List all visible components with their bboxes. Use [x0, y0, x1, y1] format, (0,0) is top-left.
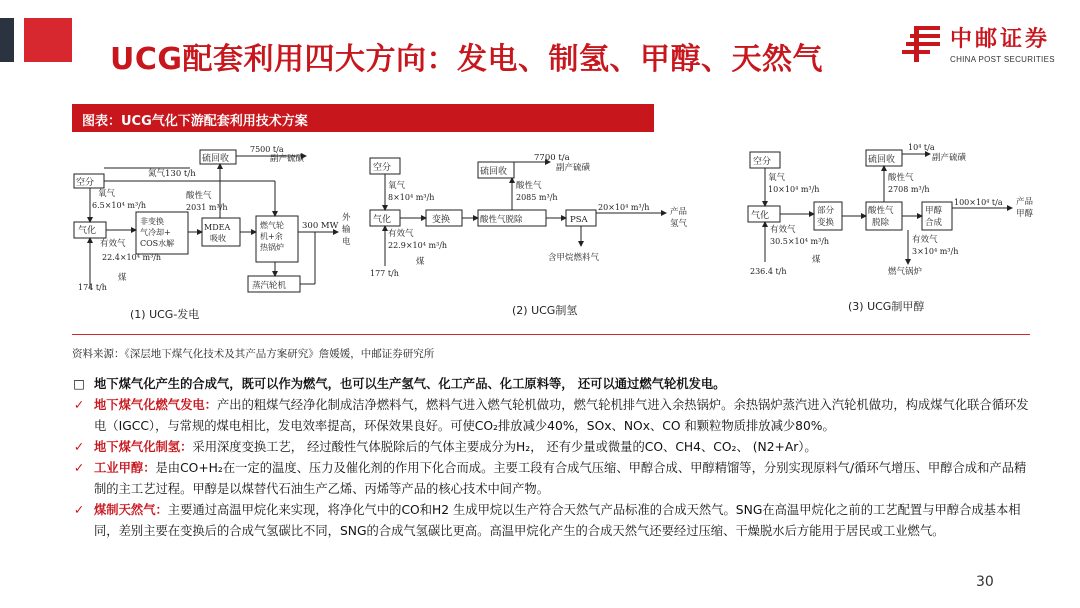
svg-text:产品: 产品: [1016, 197, 1034, 207]
d1-gasify: 气化: [78, 226, 97, 236]
d3-acid: 酸性气: [888, 173, 914, 183]
checkmark-icon: ✓: [73, 461, 85, 475]
d2-eff-val: 22.9×10⁴ m³/h: [388, 241, 448, 250]
list-item: [70, 437, 1030, 458]
d1-o2-val: 6.5×10⁴ m³/h: [92, 201, 146, 210]
process-diagrams: [70, 138, 1034, 320]
bullet-text: 采用深度变换工艺， 经过酸性气体脱除后的气体主要成分为H₂， 还有少量或微量的CO、CH4、CO₂、 (N2+Ar）。: [192, 440, 817, 454]
d2-h2-val: 20×10⁴ m³/h: [598, 203, 650, 212]
svg-text:输: 输: [342, 225, 351, 235]
svg-text:燃气轮: 燃气轮: [260, 221, 284, 230]
svg-text:COS水解: COS水解: [140, 239, 175, 248]
d2-coal-val: 177 t/h: [370, 269, 399, 278]
bullet-text: 地下煤气化产生的合成气，既可以作为燃气，也可以生产氢气、化工产品、化工原料等， 还可以通过燃气轮机发电。: [94, 377, 726, 391]
d2-o2-label: 氧气: [388, 181, 406, 191]
sub-caption-2: (2) UCG制氢: [512, 304, 578, 317]
svg-text:MDEA: MDEA: [204, 223, 231, 232]
bullet-text: 是由CO+H₂在一定的温度、压力及催化剂的作用下化合而成。主要工段有合成气压缩、甲醇合成、甲醇精馏等，分别实现原料气/循环气增压、甲醇合成和产品精制的主工艺过程。甲醇是以煤替代石油生产乙烯、丙烯等产品的核心技术中间产物。: [94, 461, 1027, 496]
d1-o2-label: 氧气: [98, 189, 116, 199]
list-item: [70, 458, 1030, 500]
logo-cn-text: 中邮证券: [950, 27, 1051, 52]
china-post-emblem-icon: [900, 24, 944, 64]
d2-shift: 变换: [432, 215, 451, 225]
d1-air-box: 空分: [76, 178, 95, 188]
checkmark-icon: ✓: [73, 503, 85, 517]
d1-acid: 酸性气: [186, 191, 212, 201]
d1-eff: 有效气: [100, 239, 126, 249]
d3-o2-label: 氧气: [768, 173, 786, 183]
d1-coal: 煤: [118, 273, 127, 283]
d2-acid: 酸性气: [516, 181, 542, 191]
d2-coal: 煤: [416, 257, 425, 267]
svg-text:产品: 产品: [670, 207, 688, 217]
company-logo: [900, 22, 1070, 66]
list-item: [70, 500, 1030, 542]
d3-o2-val: 10×10⁴ m³/h: [768, 185, 820, 194]
page-title: UCG配套利用四大方向：发电、制氢、甲醇、天然气: [110, 42, 824, 77]
d3-air-box: 空分: [753, 157, 772, 167]
d2-sulfur-box: 硫回收: [480, 167, 508, 177]
page-number: 30: [976, 574, 994, 590]
d3-eff-val2: 3×10⁴ m³/h: [912, 247, 959, 256]
list-item: [70, 395, 1030, 437]
svg-text:甲醇: 甲醇: [925, 206, 943, 216]
bullet-lead: 煤制天然气：: [94, 503, 168, 517]
svg-text:脱除: 脱除: [872, 218, 890, 228]
d2-air-box: 空分: [373, 163, 392, 173]
d2-eff: 有效气: [388, 229, 414, 239]
d1-sulfur-prod: 副产硫磺: [270, 154, 305, 164]
d1-sulfur-out: 7500 t/a: [250, 145, 284, 154]
checkmark-icon: ✓: [73, 398, 85, 412]
d2-acid-val: 2085 m³/h: [516, 193, 558, 202]
d3-meoh-val: 100×10⁴ t/a: [954, 198, 1003, 207]
d1-eff-val: 22.4×10⁴ m³/h: [102, 253, 162, 262]
d1-acid-val: 2031 m³/h: [186, 203, 228, 212]
d1-sulfur-box: 硫回收: [202, 154, 230, 164]
d3-boiler: 燃气锅炉: [888, 267, 923, 277]
d3-coal: 煤: [812, 255, 821, 265]
d3-sulfur-out: 10⁴ t/a: [908, 143, 935, 152]
svg-text:部分: 部分: [817, 206, 835, 216]
d2-o2-val: 8×10⁴ m³/h: [388, 193, 435, 202]
d1-n2: 氮气130 t/h: [148, 169, 196, 179]
figure-caption: 图表：UCG气化下游配套利用技术方案: [72, 104, 654, 132]
svg-text:甲醇: 甲醇: [1016, 209, 1034, 219]
svg-text:外: 外: [342, 213, 351, 223]
svg-text:氢气: 氢气: [670, 219, 688, 229]
svg-text:酸性气: 酸性气: [868, 206, 894, 216]
d2-fuel: 含甲烷燃料气: [548, 253, 600, 263]
d3-gasify: 气化: [751, 211, 770, 221]
d2-psa: PSA: [570, 215, 588, 225]
divider-line: [72, 334, 1030, 335]
svg-text:变换: 变换: [817, 218, 835, 228]
sub-caption-1: (1) UCG-发电: [130, 308, 200, 321]
checkmark-icon: ✓: [73, 440, 85, 454]
svg-text:热锅炉: 热锅炉: [260, 243, 284, 252]
d3-sulfur-prod: 副产硫磺: [932, 153, 967, 163]
d1-power: 300 MW: [302, 221, 339, 231]
svg-text:机+余: 机+余: [260, 232, 283, 241]
source-note: 资料来源：《深层地下煤气化技术及其产品方案研究》詹媛媛，中邮证券研究所: [72, 348, 435, 360]
bullet-lead: 地下煤气化燃气发电：: [94, 398, 217, 412]
svg-text:非变换: 非变换: [140, 217, 164, 226]
logo-en-text: CHINA POST SECURITIES: [950, 55, 1055, 64]
d3-eff-val: 30.5×10⁴ m³/h: [770, 237, 830, 246]
d2-sulfur-out: 7700 t/a: [534, 153, 570, 163]
bullet-text: 主要通过高温甲烷化来实现，将净化气中的CO和H2 生成甲烷以生产符合天然气产品标准的合成天然气。SNG在高温甲烷化之前的工艺配置与甲醇合成基本相同，差别主要在变换后的合成气氢碳比不同，SNG的合成气氢碳比更高。高温甲烷化产生的合成天然气还要经过压缩、干燥脱水后方能用于居民或工业燃气。: [94, 503, 1021, 538]
d3-coal-val: 236.4 t/h: [750, 267, 787, 276]
bullet-lead: 地下煤气化制氢：: [94, 440, 193, 454]
list-item: [70, 374, 1030, 395]
bullet-text: 产出的粗煤气经净化制成洁净燃料气，燃料气进入燃气轮机做功，燃气轮机排气进入余热锅炉。余热锅炉蒸汽进入汽轮机做功，构成煤气化联合循环发电（IGCC），与常规的煤电相比，发电效率提高，环保效果良好。可使CO₂排放减少40%，SOx、NOx、CO 和颗粒物质排放减少80%。: [94, 398, 1029, 433]
d1-steam: 蒸汽轮机: [252, 281, 287, 291]
square-bullet-icon: □: [73, 377, 85, 391]
d2-sulfur-prod: 副产硫磺: [556, 163, 591, 173]
d3-sulfur-box: 硫回收: [868, 155, 896, 165]
header-dark-bar: [0, 18, 14, 62]
d3-acid-val: 2708 m³/h: [888, 185, 930, 194]
d2-desulf: 酸性气脱除: [480, 215, 523, 225]
d2-gasify: 气化: [373, 215, 392, 225]
svg-text:电: 电: [342, 237, 351, 247]
d3-eff: 有效气: [770, 225, 796, 235]
bullet-lead: 工业甲醇：: [94, 461, 156, 475]
svg-text:合成: 合成: [925, 218, 943, 228]
svg-text:气冷却+: 气冷却+: [140, 228, 171, 237]
svg-text:吸收: 吸收: [210, 234, 226, 243]
d3-eff2: 有效气: [912, 235, 938, 245]
bullet-list: [70, 374, 1030, 542]
d1-coal-val: 174 t/h: [78, 283, 107, 292]
sub-caption-3: (3) UCG制甲醇: [848, 300, 925, 313]
header-red-block: [24, 18, 72, 62]
